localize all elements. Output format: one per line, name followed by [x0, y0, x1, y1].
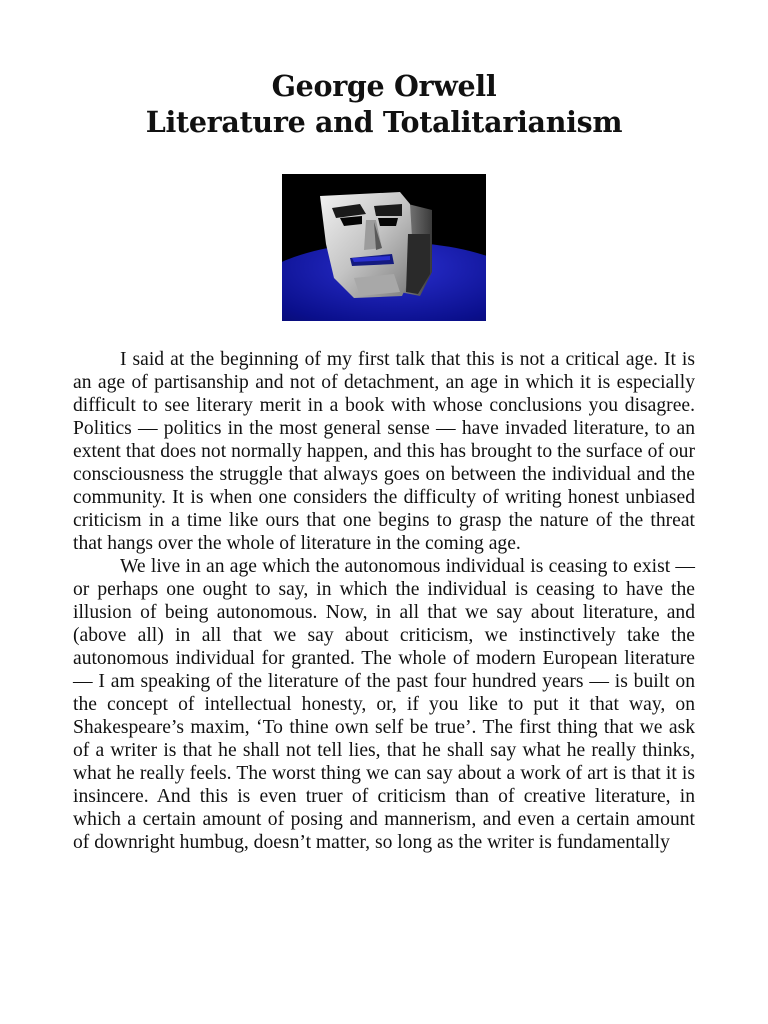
- title-block: [0, 68, 768, 140]
- paragraph-2: We live in an age which the autonomous individual is ceasing to exist — or perhaps one ought to say, in which the individual is ceasing to have the illusion of being autonomous. Now, in all that we say about literature, and (above all) in all that we say about criticism, we instinctively take the autonomous individual for granted. The whole of modern European literature — I am speaking of the literature of the past four hundred years — is built on the concept of intellectual honesty, or, if you like to put it that way, on Shakespeare’s maxim, ‘To thine own self be true’. The first thing that we ask of a writer is that he shall not tell lies, that he shall say what he really thinks, what he really feels. The worst thing we can say about a work of art is that it is insincere. And this is even truer of criticism than of creative literature, in which a certain amount of posing and mannerism, and even a certain amount of downright humbug, doesn’t matter, so long as the writer is fundamentally: [73, 556, 695, 853]
- essay-body: [73, 348, 695, 854]
- grim-face-mask-illustration: [282, 174, 486, 321]
- paragraph-1: I said at the beginning of my first talk that this is not a critical age. It is an age of partisanship and not of detachment, an age in which it is especially difficult to see literary merit in a book with whose conclusions you disagree. Politics — politics in the most general sense — have invaded literature, to an extent that does not normally happen, and this has brought to the surface of our consciousness the struggle that always goes on between the individual and the community. It is when one considers the difficulty of writing honest unbiased criticism in a time like ours that one begins to grasp the nature of the threat that hangs over the whole of literature in the coming age.: [73, 349, 695, 554]
- author-name: George Orwell: [271, 69, 497, 103]
- essay-title: Literature and Totalitarianism: [145, 105, 623, 139]
